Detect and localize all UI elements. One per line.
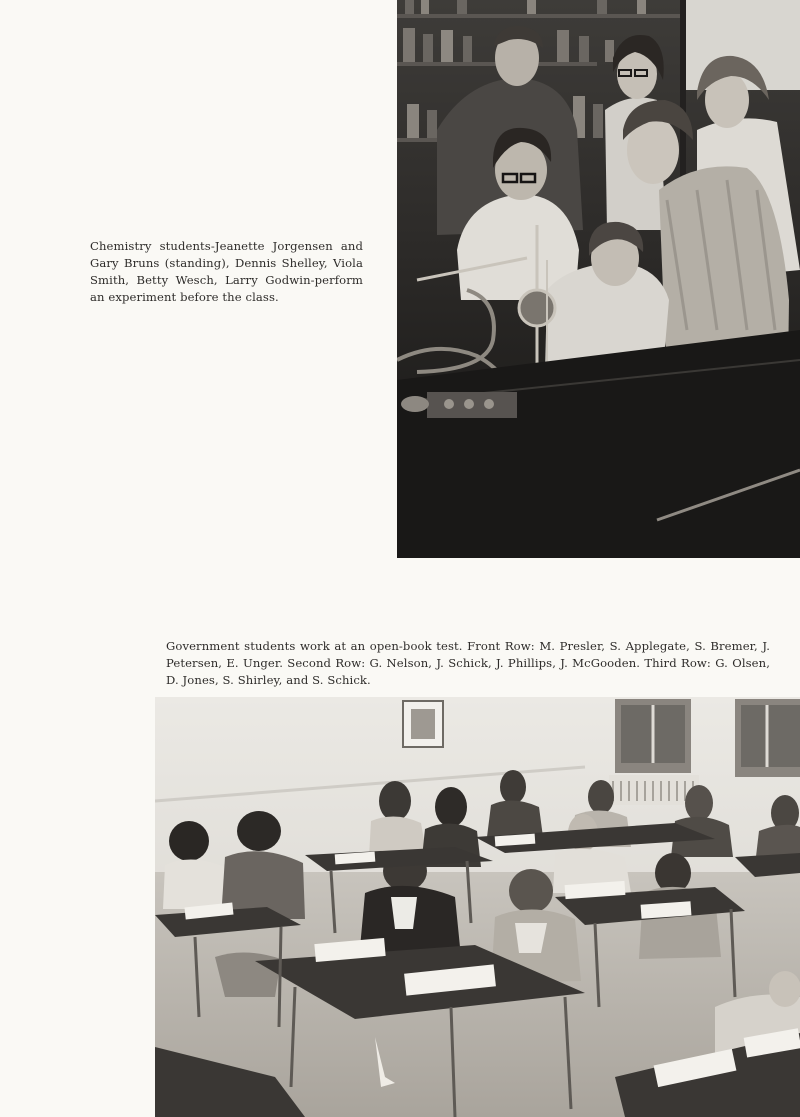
government-classroom-photo xyxy=(155,697,800,1117)
chemistry-lab-photo xyxy=(397,0,800,558)
chemistry-caption: Chemistry students-Jeanette Jorgensen and Gary Bruns (standing), Dennis Shelley, Viola Smith, Betty Wesch, Larry Godwin-perform an experiment before the class. xyxy=(90,239,363,304)
government-caption: Government students work at an open-book test. Front Row: M. Presler, S. Applegate, S. Bremer, J. Petersen, E. Unger. Second Row: G. Nelson, J. Schick, J. Phillips, J. McGooden. Third Row: G. Olsen, D. Jones, S. Shirley, and S. Schick. xyxy=(166,639,770,687)
